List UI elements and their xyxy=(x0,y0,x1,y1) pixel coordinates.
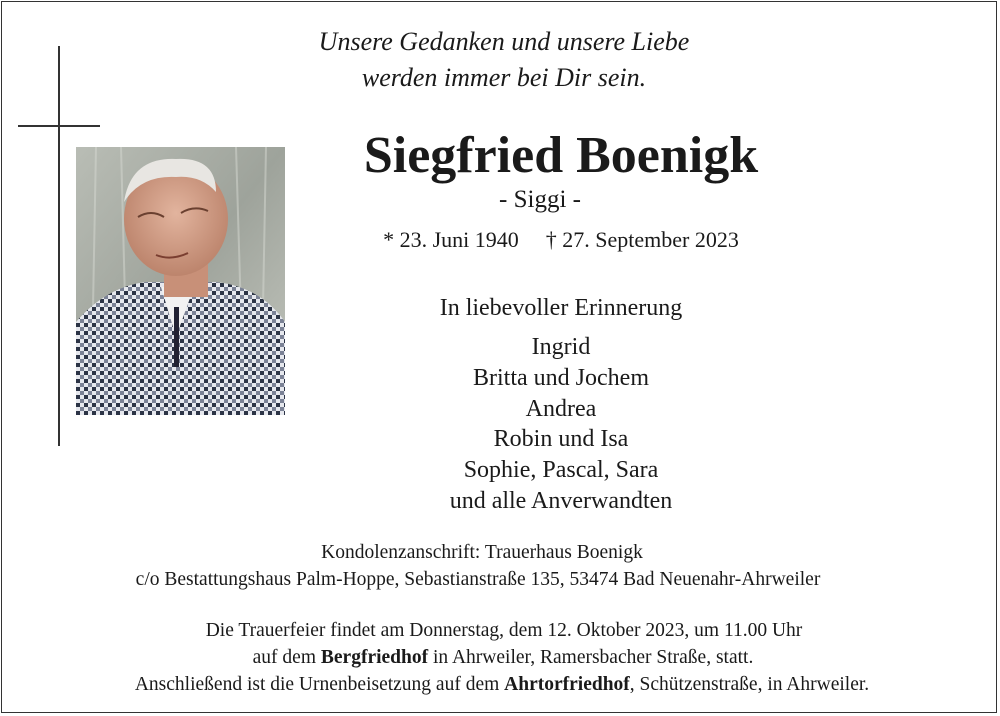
mourner-line: Andrea xyxy=(525,396,597,422)
mourner-line: Sophie, Pascal, Sara xyxy=(463,457,659,483)
service-line-1: Die Trauerfeier findet am Donnerstag, dem 12. Oktober 2023, um 11.00 Uhr xyxy=(205,620,803,641)
mourner-line: Britta und Jochem xyxy=(473,365,649,391)
cross-icon-vertical xyxy=(58,46,60,446)
urn-cemetery-name: Ahrtorfriedhof xyxy=(504,674,630,695)
mourner-line: und alle Anverwandten xyxy=(449,488,673,514)
death-date: † 27. September 2023 xyxy=(545,227,739,252)
life-dates xyxy=(61,227,1000,253)
motto-line-2: werden immer bei Dir sein. xyxy=(361,63,647,92)
service-line-2: auf dem Bergfriedhof in Ahrweiler, Ramersbacher Straße, statt. xyxy=(252,647,754,668)
condolence-address-line-1: Kondolenzanschrift: Trauerhaus Boenigk xyxy=(321,542,643,563)
birth-date: * 23. Juni 1940 xyxy=(383,227,519,252)
deceased-name: Siegfried Boenigk xyxy=(363,127,759,184)
remembrance-heading: In liebevoller Erinnerung xyxy=(439,295,683,321)
mourner-line: Ingrid xyxy=(531,334,591,360)
cemetery-name: Bergfriedhof xyxy=(320,647,429,668)
mourner-line: Robin und Isa xyxy=(493,426,629,452)
deceased-nickname: - Siggi - xyxy=(499,186,581,213)
service-line-3: Anschließend ist die Urnenbeisetzung auf dem Ahrtorfriedhof, Schützenstraße, in Ahrweiler. xyxy=(134,674,870,695)
motto-line-1: Unsere Gedanken und unsere Liebe xyxy=(318,27,690,56)
condolence-address-line-2: c/o Bestattungshaus Palm-Hoppe, Sebastianstraße 135, 53474 Bad Neuenahr-Ahrweiler xyxy=(135,569,821,590)
